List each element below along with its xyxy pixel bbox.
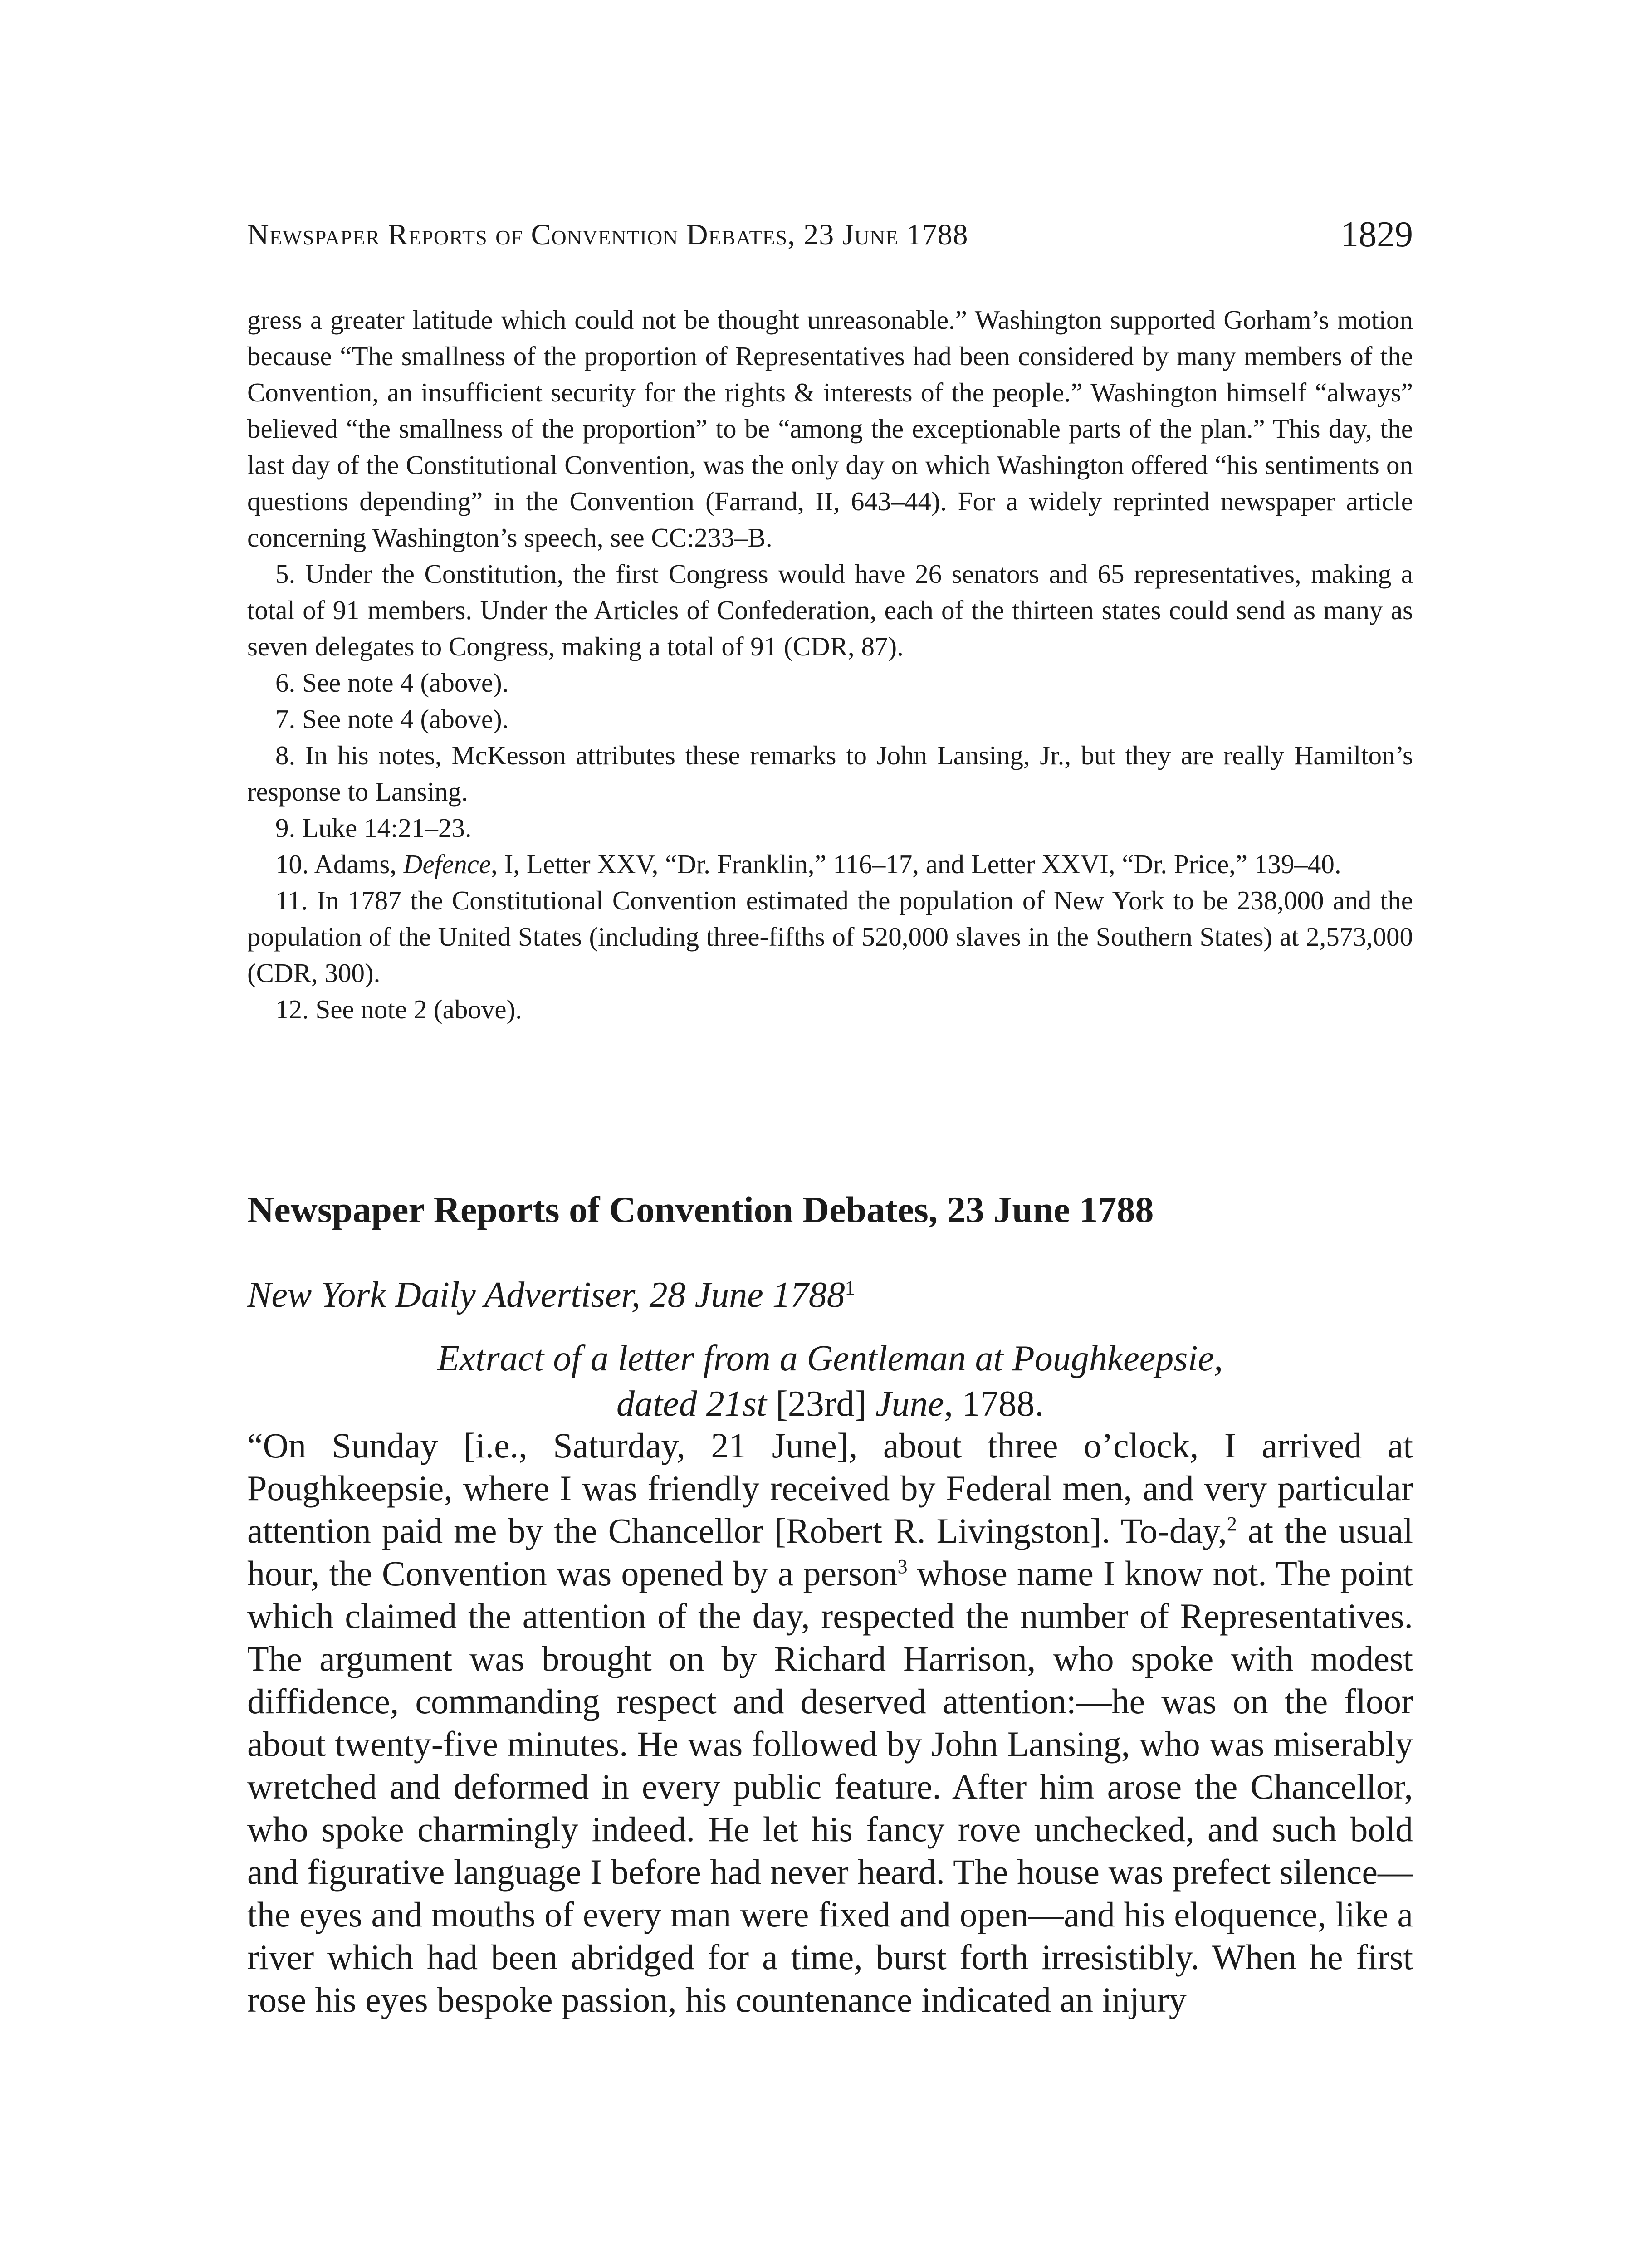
body-part-2: at the usual hour, the Convention was opened by a person: [247, 1511, 1413, 1593]
extract-month: June,: [875, 1384, 953, 1424]
note-5: 5. Under the Constitution, the first Congress would have 26 senators and 65 representatives, making a total of 91 members. Under the Articles of Confederation, each of the thirteen states could send as many as seven delegates to Congress, making a total of 91 (CDR, 87).: [247, 559, 1413, 661]
section-heading: Newspaper Reports of Convention Debates, 23 June 1788: [247, 1189, 1154, 1230]
note-6: 6. See note 4 (above).: [275, 668, 509, 698]
note-10: [247, 846, 1413, 882]
source-title: New York Daily Advertiser, 28 June 1788: [247, 1275, 845, 1315]
extract-dated: dated: [616, 1384, 706, 1424]
note-12: 12. See note 2 (above).: [275, 994, 522, 1024]
note-ref-3: 3: [897, 1555, 908, 1578]
note-9: 9. Luke 14:21–23.: [275, 813, 472, 843]
extract-year: 1788.: [953, 1384, 1044, 1424]
note-11: 11. In 1787 the Constitutional Convention estimated the population of New York to be 238,000 and the population of the United States (including three-fifths of 520,000 slaves in the Southern States) at 2,573,000 (CDR, 300).: [247, 885, 1413, 988]
note-7: 7. See note 4 (above).: [275, 704, 509, 734]
note-8: 8. In his notes, McKesson attributes these remarks to John Lansing, Jr., but they are really Hamilton’s response to Lansing.: [247, 740, 1413, 807]
extract-correction: [23rd]: [767, 1384, 875, 1424]
note-continuation: gress a greater latitude which could not be thought unreasonable.” Washington supported Gorham’s motion because “The smallness of the proportion of Representatives had been considered by many members of the Convention, an insufficient security for the rights & interests of the people.” Washington himself “always” believed “the smallness of the proportion” to be “among the exceptionable parts of the plan.” This day, the last day of the Constitutional Convention, was the only day on which Washington offered “his sentiments on questions depending” in the Convention (Farrand, II, 643–44). For a widely reprinted newspaper article concerning Washington’s speech, see CC:233–B.: [247, 305, 1413, 552]
running-head: [247, 215, 1413, 268]
extract-day: 21st: [706, 1384, 767, 1424]
note-ref-2: 2: [1227, 1513, 1237, 1535]
extract-line-2: [247, 1381, 1413, 1427]
letter-body: [247, 1424, 1413, 2021]
note-10-italic: Defence: [403, 849, 491, 879]
extract-line-1: Extract of a letter from a Gentleman at Poughkeepsie,: [437, 1339, 1223, 1378]
page-number: 1829: [1340, 215, 1413, 254]
extract-caption: [247, 1336, 1413, 1427]
body-part-3: whose name I know not. The point which claimed the attention of the day, respected the number of Representatives. The argument was brought on by Richard Harrison, who spoke with modest diffidence, commanding respect and deserved attention:—he was on the floor about twenty-five minutes. He was followed by John Lansing, who was miserably wretched and deformed in every public feature. After him arose the Chancellor, who spoke charmingly indeed. He let his fancy rove unchecked, and such bold and figurative language I before had never heard. The house was prefect silence—the eyes and mouths of every man were fixed and open—and his eloquence, like a river which had been abridged for a time, burst forth irresistibly. When he first rose his eyes bespoke passion, his countenance indicated an injury: [247, 1554, 1413, 2019]
endnotes: [247, 302, 1413, 1027]
note-10-rest: , I, Letter XXV, “Dr. Franklin,” 116–17, and Letter XXVI, “Dr. Price,” 139–40.: [491, 849, 1341, 879]
body-part-1: “On Sunday [i.e., Saturday, 21 June], about three o’clock, I arrived at Poughkeepsie, where I was friendly received by Federal men, and very particular attention paid me by the Chancellor [Robert R. Livingston]. To-day,: [247, 1426, 1413, 1550]
note-10-prefix: 10. Adams,: [275, 849, 403, 879]
source-line: [247, 1275, 1413, 1316]
running-head-title: Newspaper Reports of Convention Debates, 23 June 1788: [247, 218, 968, 251]
source-note-ref: 1: [845, 1276, 855, 1299]
